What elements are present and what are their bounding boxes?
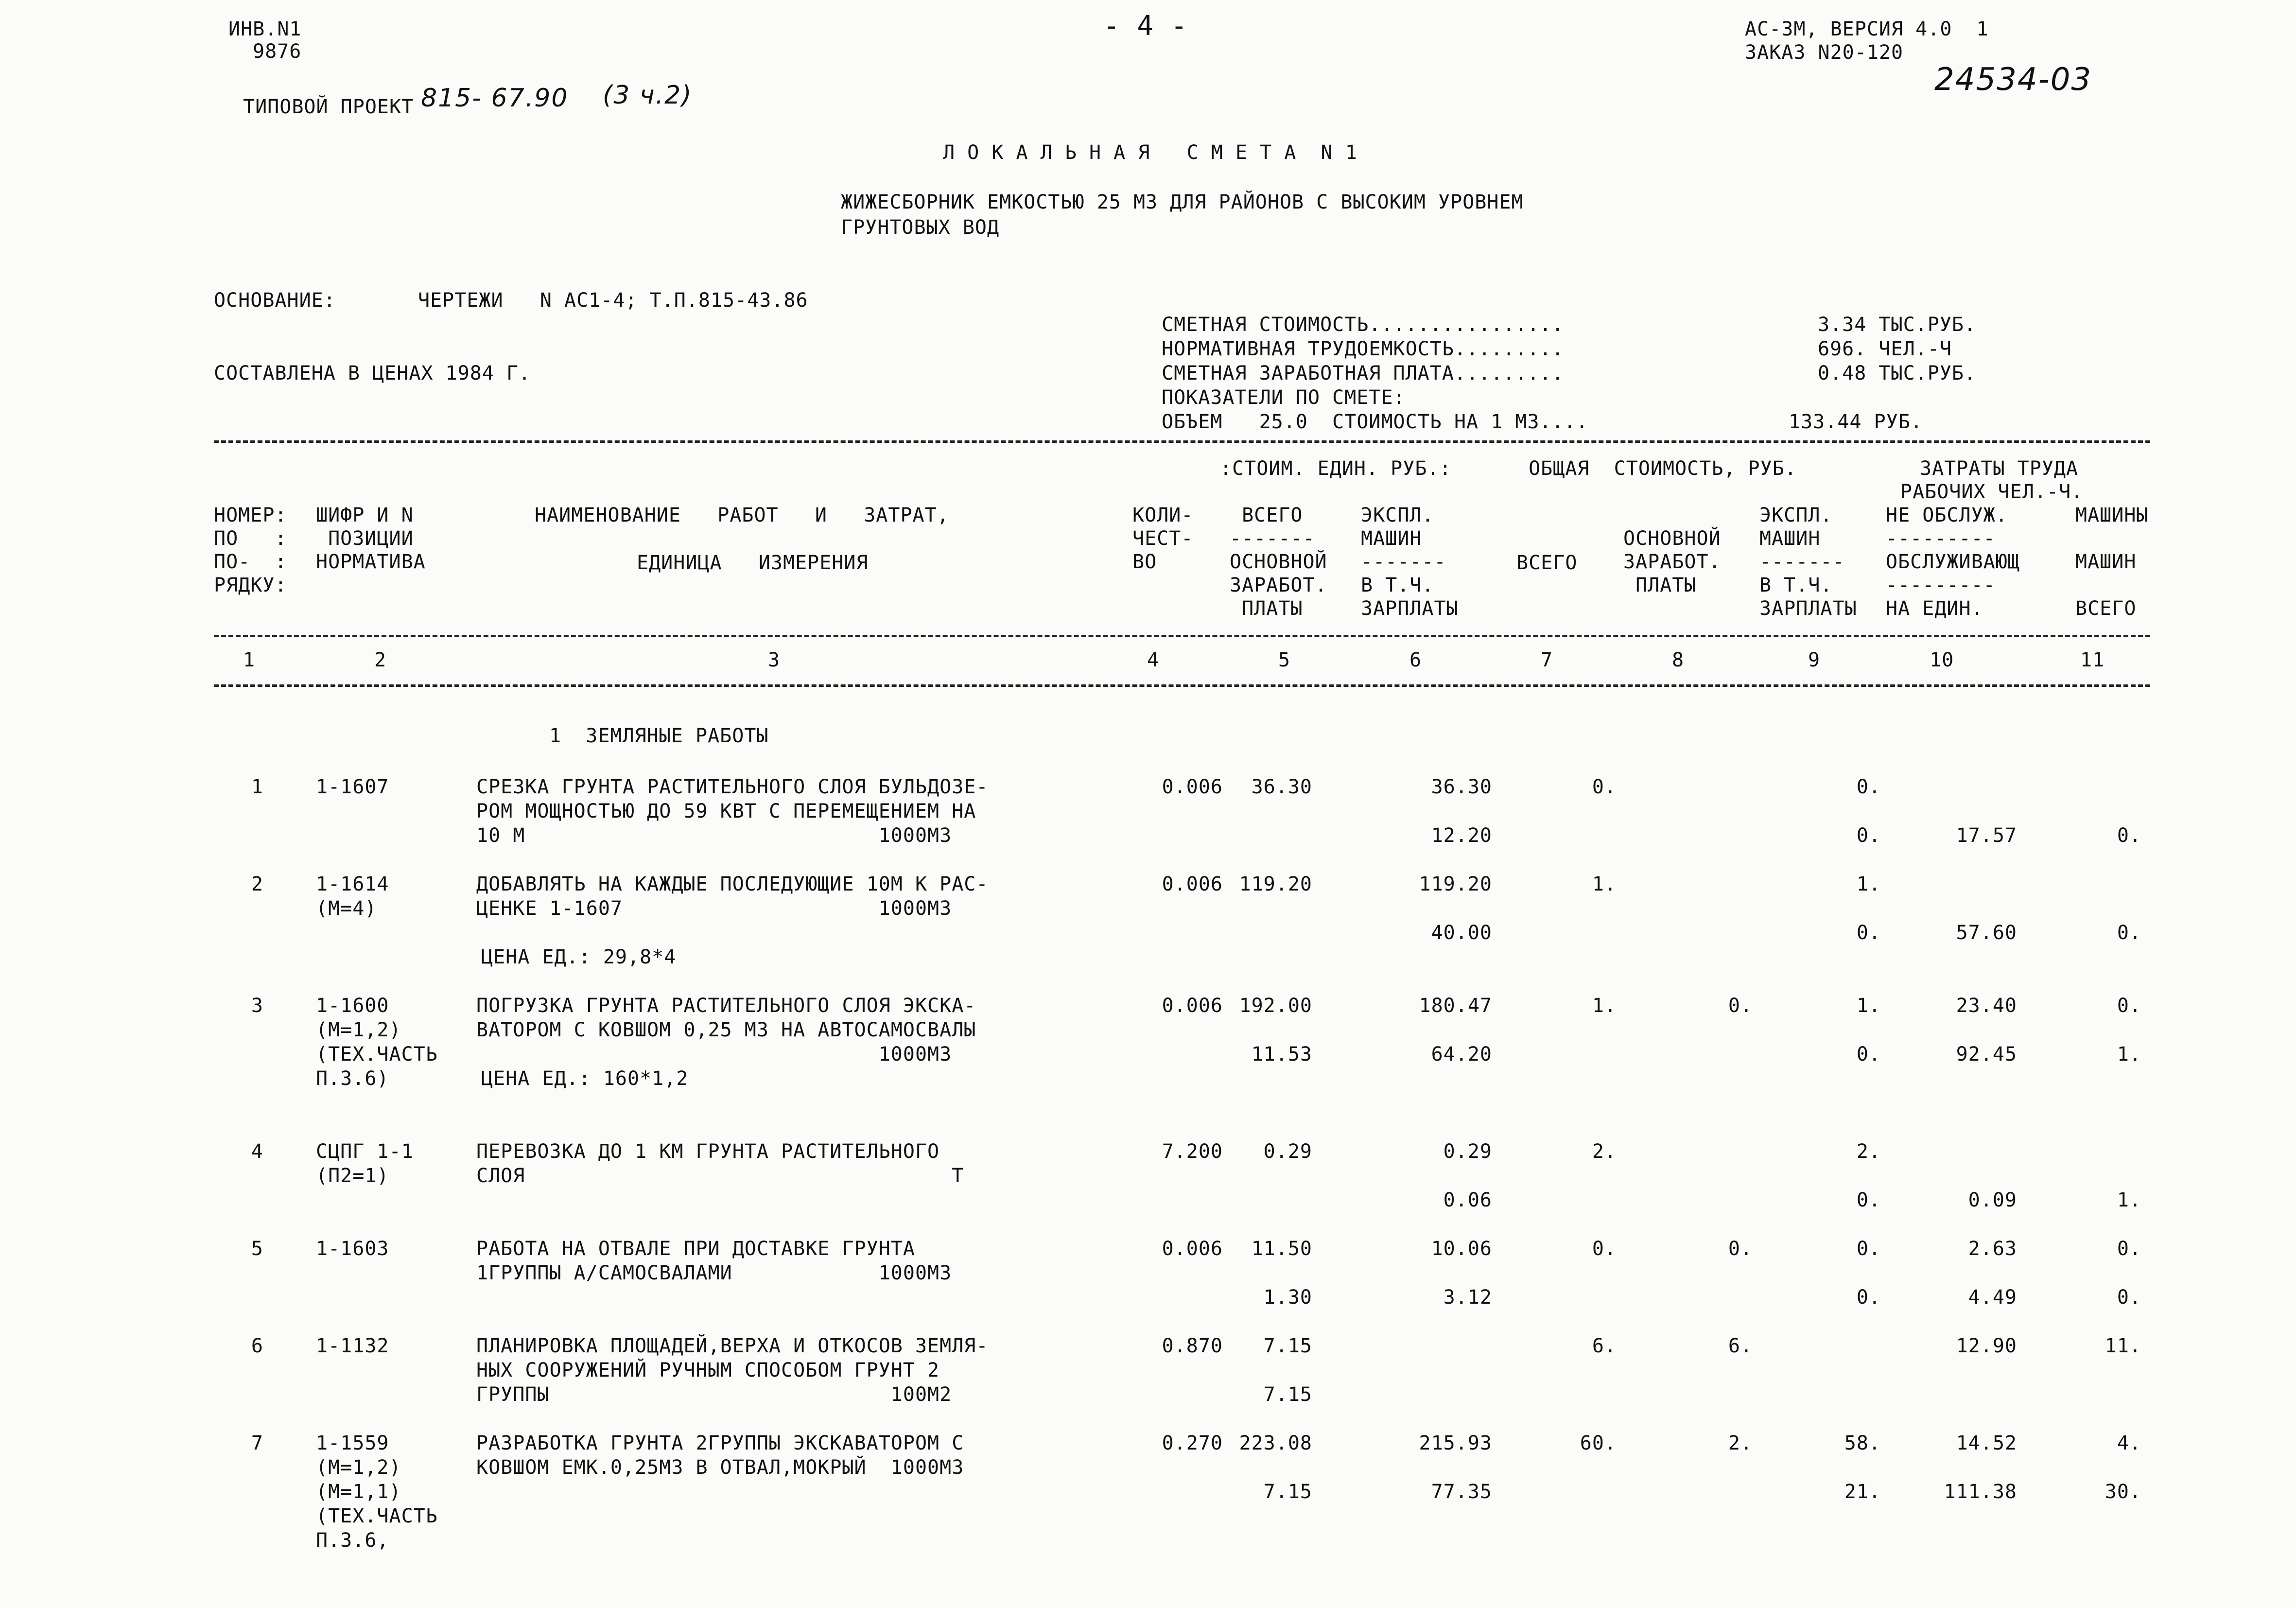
name-cell: ДОБАВЛЯТЬ НА КАЖДЫЕ ПОСЛЕДУЮЩИЕ 10М К РАС- ЦЕНКЕ 1-1607 1000М3 — [476, 873, 989, 920]
labor-total: 4. — [2117, 1432, 2141, 1454]
code-cell: 1-1132 — [316, 1335, 389, 1357]
name-cell: ПЕРЕВОЗКА ДО 1 КМ ГРУНТА РАСТИТЕЛЬНОГО СЛОЯ Т — [476, 1140, 964, 1187]
header-col-8: ОСНОВНОЙ ЗАРАБОТ. ПЛАТЫ — [1623, 527, 1721, 596]
labor-unit: 14.52 — [1956, 1432, 2017, 1454]
volume-line: ОБЪЕМ 25.0 СТОИМОСТЬ НА 1 М3.... — [1162, 411, 1588, 433]
total-machine-wage: 0. — [1856, 824, 1881, 847]
column-number: 7 — [1541, 649, 1553, 671]
quantity-cell: 0.006 — [1162, 776, 1223, 798]
header-col-5: ВСЕГО ------- ОСНОВНОЙ ЗАРАБОТ. ПЛАТЫ — [1230, 504, 1327, 620]
wage-value: 0.48 ТЫС.РУБ. — [1818, 362, 1977, 385]
column-number: 4 — [1147, 649, 1160, 671]
code-cell: 1-1559 (М=1,2) (М=1,1) (ТЕХ.ЧАСТЬ П.3.6, — [316, 1432, 438, 1552]
object-title-line-2: ГРУНТОВЫХ ВОД — [841, 216, 1000, 239]
total-wage: 0. — [1728, 995, 1753, 1017]
estimated-cost-value: 3.34 ТЫС.РУБ. — [1818, 314, 1977, 336]
header-code: ШИФР И N ПОЗИЦИИ НОРМАТИВА — [316, 504, 426, 573]
name-cell: ПЛАНИРОВКА ПЛОЩАДЕЙ,ВЕРХА И ОТКОСОВ ЗЕМЛЯ- НЫХ СООРУЖЕНИЙ РУЧНЫМ СПОСОБОМ ГРУНТ 2 ГРУППЫ 100М2 — [476, 1335, 989, 1406]
basis-label: ОСНОВАНИЕ: — [214, 289, 336, 312]
labor-total: 0. — [2117, 1238, 2141, 1260]
header-labor: ЗАТРАТЫ ТРУДА — [1920, 457, 2079, 480]
unit-cost-total: 7.15 — [1263, 1335, 1312, 1357]
total-cost: 2. — [1592, 1140, 1617, 1163]
labor-intensity-value: 696. ЧЕЛ.-Ч — [1818, 338, 1952, 360]
row-number: 1 — [251, 776, 263, 798]
price-level: СОСТАВЛЕНА В ЦЕНАХ 1984 Г. — [214, 362, 531, 385]
total-machines: 1. — [1856, 995, 1881, 1017]
column-number: 2 — [374, 649, 387, 671]
object-title-line-1: ЖИЖЕСБОРНИК ЕМКОСТЬЮ 25 М3 ДЛЯ РАЙОНОВ С ВЫСОКИМ УРОВНЕМ — [841, 191, 1524, 213]
labor-unit: 2.63 — [1968, 1238, 2017, 1260]
labor-total: 0. — [2117, 922, 2141, 944]
labor-total: 0. — [2117, 1286, 2141, 1309]
header-quantity: КОЛИ- ЧЕСТ- ВО — [1132, 504, 1194, 573]
labor-total: 0. — [2117, 995, 2141, 1017]
labor-total: 30. — [2105, 1481, 2141, 1503]
unit-cost-machine-wage: 0.06 — [1443, 1189, 1492, 1211]
row-number: 2 — [251, 873, 263, 895]
row-number: 3 — [251, 995, 263, 1017]
total-cost: 0. — [1592, 1238, 1617, 1260]
name-cell: РАЗРАБОТКА ГРУНТА 2ГРУППЫ ЭКСКАВАТОРОМ С КОВШОМ ЕМК.0,25М3 В ОТВАЛ,МОКРЫЙ 1000М3 — [476, 1432, 964, 1479]
labor-total: 1. — [2117, 1189, 2141, 1211]
total-cost: 0. — [1592, 776, 1617, 798]
inventory-label: ИНВ.N1 — [228, 18, 302, 40]
quantity-cell: 0.270 — [1162, 1432, 1223, 1454]
unit-cost-wage: 11.53 — [1251, 1043, 1312, 1066]
unit-cost-total: 11.50 — [1251, 1238, 1312, 1260]
program-version: АС-3М, ВЕРСИЯ 4.0 1 — [1745, 18, 1989, 40]
header-col-11: МАШИНЫ МАШИН ВСЕГО — [2075, 504, 2149, 620]
total-machine-wage: 0. — [1856, 922, 1881, 944]
labor-unit: 0.09 — [1968, 1189, 2017, 1211]
quantity-cell: 0.006 — [1162, 995, 1223, 1017]
unit-cost-wage: 7.15 — [1263, 1383, 1312, 1406]
name-cell: РАБОТА НА ОТВАЛЕ ПРИ ДОСТАВКЕ ГРУНТА 1ГРУППЫ А/САМОСВАЛАМИ 1000М3 — [476, 1238, 952, 1284]
unit-cost-total: 0.29 — [1263, 1140, 1312, 1163]
code-cell: СЦПГ 1-1 (П2=1) — [316, 1140, 414, 1187]
total-machines: 2. — [1856, 1140, 1881, 1163]
estimate-title: Л О К А Л Ь Н А Я С М Е Т А N 1 — [943, 141, 1357, 164]
total-cost: 6. — [1592, 1335, 1617, 1357]
header-unit-cost: :СТОИМ. ЕДИН. РУБ.: — [1220, 457, 1452, 480]
column-number-rule — [214, 684, 2150, 687]
total-machine-wage: 0. — [1856, 1043, 1881, 1066]
price-note: ЦЕНА ЕД.: 160*1,2 — [481, 1067, 689, 1090]
page-number: - 4 - — [1103, 10, 1188, 42]
total-wage: 2. — [1728, 1432, 1753, 1454]
unit-cost-machines: 36.30 — [1431, 776, 1492, 798]
header-col-9: ЭКСПЛ. МАШИН ------- В Т.Ч. ЗАРПЛАТЫ — [1759, 504, 1857, 620]
row-number: 7 — [251, 1432, 263, 1454]
unit-cost-wage: 1.30 — [1263, 1286, 1312, 1309]
total-machine-wage: 21. — [1844, 1481, 1881, 1503]
labor-unit: 57.60 — [1956, 922, 2017, 944]
unit-cost-machines: 215.93 — [1419, 1432, 1492, 1454]
header-labor-sub: РАБОЧИХ ЧЕЛ.-Ч. — [1900, 481, 2084, 503]
code-cell: 1-1600 (М=1,2) (ТЕХ.ЧАСТЬ П.3.6) — [316, 995, 438, 1090]
column-number: 9 — [1808, 649, 1821, 671]
column-number: 11 — [2080, 649, 2105, 671]
quantity-cell: 7.200 — [1162, 1140, 1223, 1163]
labor-unit: 4.49 — [1968, 1286, 2017, 1309]
project-part: (3 ч.2) — [603, 81, 693, 110]
code-cell: 1-1614 (М=4) — [316, 873, 389, 920]
header-col-6: ЭКСПЛ. МАШИН ------- В Т.Ч. ЗАРПЛАТЫ — [1361, 504, 1459, 620]
cost-per-m3-value: 133.44 РУБ. — [1789, 411, 1923, 433]
column-number: 5 — [1278, 649, 1291, 671]
labor-unit: 12.90 — [1956, 1335, 2017, 1357]
project-label: ТИПОВОЙ ПРОЕКТ — [243, 96, 414, 118]
unit-cost-machine-wage: 40.00 — [1431, 922, 1492, 944]
labor-total: 0. — [2117, 824, 2141, 847]
total-wage: 6. — [1728, 1335, 1753, 1357]
inventory-number: 9876 — [253, 40, 302, 63]
unit-cost-machines: 119.20 — [1419, 873, 1492, 895]
labor-total: 11. — [2105, 1335, 2141, 1357]
project-number: 815- 67.90 — [421, 84, 569, 113]
unit-cost-machines: 180.47 — [1419, 995, 1492, 1017]
price-note: ЦЕНА ЕД.: 29,8*4 — [481, 946, 677, 968]
estimated-cost-label: СМЕТНАЯ СТОИМОСТЬ................ — [1162, 314, 1564, 336]
unit-cost-machine-wage: 3.12 — [1443, 1286, 1492, 1309]
quantity-cell: 0.006 — [1162, 1238, 1223, 1260]
unit-cost-machine-wage: 64.20 — [1431, 1043, 1492, 1066]
total-machine-wage: 0. — [1856, 1286, 1881, 1309]
header-total-cost: ОБЩАЯ СТОИМОСТЬ, РУБ. — [1516, 457, 1809, 480]
header-unit: ЕДИНИЦА ИЗМЕРЕНИЯ — [637, 552, 869, 574]
column-number: 6 — [1409, 649, 1422, 671]
quantity-cell: 0.870 — [1162, 1335, 1223, 1357]
labor-intensity-label: НОРМАТИВНАЯ ТРУДОЕМКОСТЬ......... — [1162, 338, 1564, 360]
name-cell: ПОГРУЗКА ГРУНТА РАСТИТЕЛЬНОГО СЛОЯ ЭКСКА- ВАТОРОМ С КОВШОМ 0,25 М3 НА АВТОСАМОСВАЛЫ 1000М3 — [476, 995, 976, 1066]
labor-total: 1. — [2117, 1043, 2141, 1066]
column-number: 10 — [1930, 649, 1954, 671]
unit-cost-wage: 7.15 — [1263, 1481, 1312, 1503]
total-machine-wage: 0. — [1856, 1189, 1881, 1211]
labor-unit: 92.45 — [1956, 1043, 2017, 1066]
basis-value: ЧЕРТЕЖИ N АС1-4; Т.П.815-43.86 — [418, 289, 808, 312]
unit-cost-machines: 0.29 — [1443, 1140, 1492, 1163]
row-number: 4 — [251, 1140, 263, 1163]
indicators-label: ПОКАЗАТЕЛИ ПО СМЕТЕ: — [1162, 386, 1406, 409]
row-number: 5 — [251, 1238, 263, 1260]
total-cost: 1. — [1592, 995, 1617, 1017]
labor-unit: 17.57 — [1956, 824, 2017, 847]
section-title: 1 ЗЕМЛЯНЫЕ РАБОТЫ — [549, 725, 769, 747]
total-cost: 1. — [1592, 873, 1617, 895]
unit-cost-machine-wage: 12.20 — [1431, 824, 1492, 847]
header-row-number: НОМЕР: ПО : ПО- : РЯДКУ: — [214, 504, 287, 596]
column-number: 3 — [768, 649, 781, 671]
labor-unit: 111.38 — [1944, 1481, 2017, 1503]
order-number: ЗАКАЗ N20-120 — [1745, 41, 1904, 64]
code-cell: 1-1603 — [316, 1238, 389, 1260]
code-cell: 1-1607 — [316, 776, 389, 798]
table-top-rule — [214, 440, 2150, 443]
header-bottom-rule — [214, 635, 2150, 637]
quantity-cell: 0.006 — [1162, 873, 1223, 895]
unit-cost-total: 119.20 — [1239, 873, 1312, 895]
total-wage: 0. — [1728, 1238, 1753, 1260]
column-number: 1 — [243, 649, 256, 671]
name-cell: СРЕЗКА ГРУНТА РАСТИТЕЛЬНОГО СЛОЯ БУЛЬДОЗЕ- РОМ МОЩНОСТЬЮ ДО 59 КВТ С ПЕРЕМЕЩЕНИЕМ НА 10 М 1000М3 — [476, 776, 989, 847]
unit-cost-total: 36.30 — [1251, 776, 1312, 798]
document-number: 24534-03 — [1934, 62, 2092, 98]
unit-cost-total: 192.00 — [1239, 995, 1312, 1017]
header-col-10: НЕ ОБСЛУЖ. --------- ОБСЛУЖИВАЮЩ --------- НА ЕДИН. — [1886, 504, 2020, 620]
total-machines: 58. — [1844, 1432, 1881, 1454]
wage-label: СМЕТНАЯ ЗАРАБОТНАЯ ПЛАТА......... — [1162, 362, 1564, 385]
total-machines: 0. — [1856, 1238, 1881, 1260]
total-machines: 0. — [1856, 776, 1881, 798]
labor-unit: 23.40 — [1956, 995, 2017, 1017]
row-number: 6 — [251, 1335, 263, 1357]
total-machines: 1. — [1856, 873, 1881, 895]
unit-cost-machines: 10.06 — [1431, 1238, 1492, 1260]
header-col-7: ВСЕГО — [1516, 552, 1578, 574]
column-number: 8 — [1672, 649, 1685, 671]
unit-cost-machine-wage: 77.35 — [1431, 1481, 1492, 1503]
unit-cost-total: 223.08 — [1239, 1432, 1312, 1454]
total-cost: 60. — [1580, 1432, 1617, 1454]
header-name: НАИМЕНОВАНИЕ РАБОТ И ЗАТРАТ, — [535, 504, 949, 526]
